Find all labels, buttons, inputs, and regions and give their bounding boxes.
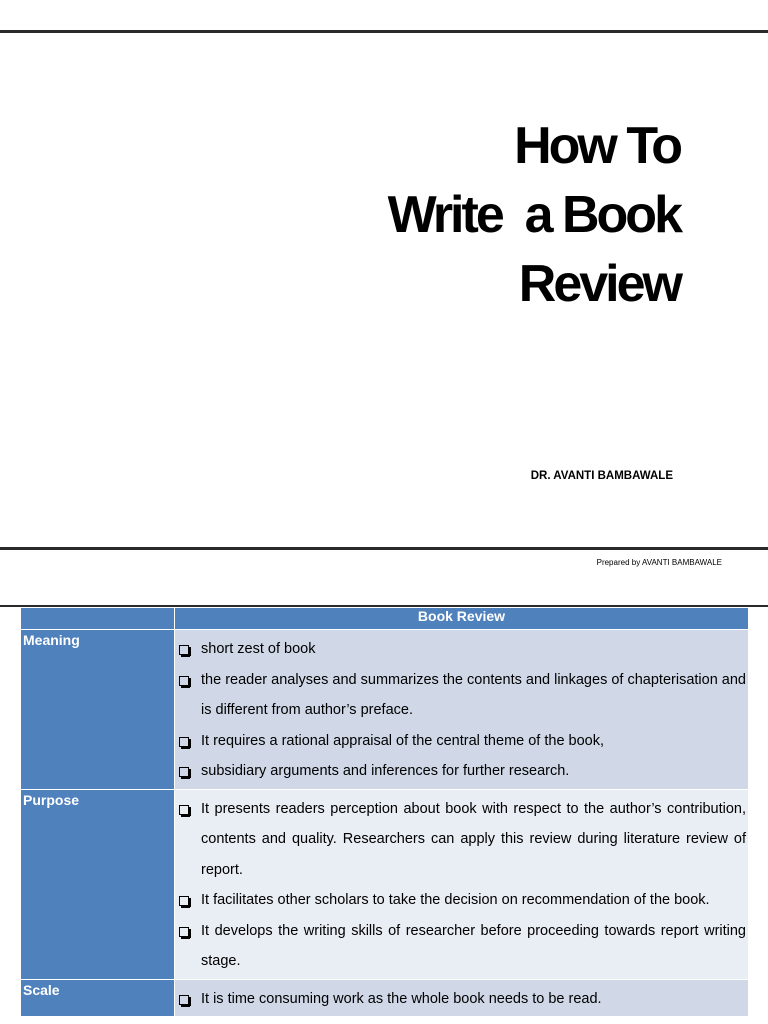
- top-rule: [0, 30, 768, 33]
- checkbox-bullet-icon: [179, 676, 189, 686]
- checkbox-bullet-icon: [179, 805, 189, 815]
- slide-title: [388, 112, 680, 319]
- title-line-2: Write a Book: [387, 186, 680, 244]
- list-item: [201, 634, 746, 665]
- book-review-table: [20, 607, 749, 1017]
- list-item: [201, 756, 746, 787]
- item-text: It requires a rational appraisal of the central theme of the book,: [201, 732, 605, 749]
- list-item: [201, 665, 746, 726]
- checkbox-bullet-icon: [179, 896, 189, 906]
- table-header-row: [21, 608, 749, 630]
- row-content-meaning: [175, 630, 749, 790]
- checkbox-bullet-icon: [179, 645, 189, 655]
- bullet-list: [175, 630, 748, 789]
- item-text: It presents readers perception about book with respect to the author’s contribution, contents and quality. Researchers can apply this review during literature review of report.: [201, 800, 746, 878]
- item-text: the reader analyses and summarizes the contents and linkages of chapterisation and is different from author’s preface.: [201, 671, 746, 718]
- header-blank-cell: [21, 608, 175, 630]
- title-line-1: How To: [514, 117, 680, 175]
- row-label-purpose: Purpose: [21, 789, 175, 979]
- table-row-scale: [21, 979, 749, 1017]
- row-content-scale: [175, 979, 749, 1017]
- list-item: [201, 794, 746, 886]
- table-header: Book Review: [175, 608, 749, 630]
- item-text: It is time consuming work as the whole book needs to be read.: [201, 990, 602, 1007]
- bullet-list: [175, 790, 748, 979]
- row-label-meaning: Meaning: [21, 630, 175, 790]
- slide-footer: Prepared by AVANTI BAMBAWALE: [596, 558, 722, 567]
- list-item: [201, 916, 746, 977]
- table-row-meaning: [21, 630, 749, 790]
- item-text: It facilitates other scholars to take the decision on recommendation of the book.: [201, 892, 710, 908]
- item-text: It develops the writing skills of researcher before proceeding towards report writing stage.: [201, 922, 746, 969]
- checkbox-bullet-icon: [179, 737, 189, 747]
- row-content-purpose: [175, 789, 749, 979]
- checkbox-bullet-icon: [179, 767, 189, 777]
- bottom-rule: [0, 547, 768, 550]
- row-label-scale: Scale: [21, 979, 175, 1017]
- item-text: subsidiary arguments and inferences for further research.: [201, 763, 570, 779]
- title-line-3: Review: [518, 255, 680, 313]
- checkbox-bullet-icon: [179, 927, 189, 937]
- author-name: DR. AVANTI BAMBAWALE: [530, 470, 673, 482]
- list-item: [201, 726, 746, 757]
- bullet-list: [175, 980, 748, 1017]
- table-row-purpose: [21, 789, 749, 979]
- list-item: [201, 885, 746, 916]
- item-text: short zest of book: [201, 641, 316, 657]
- checkbox-bullet-icon: [179, 995, 189, 1005]
- list-item: [201, 984, 746, 1015]
